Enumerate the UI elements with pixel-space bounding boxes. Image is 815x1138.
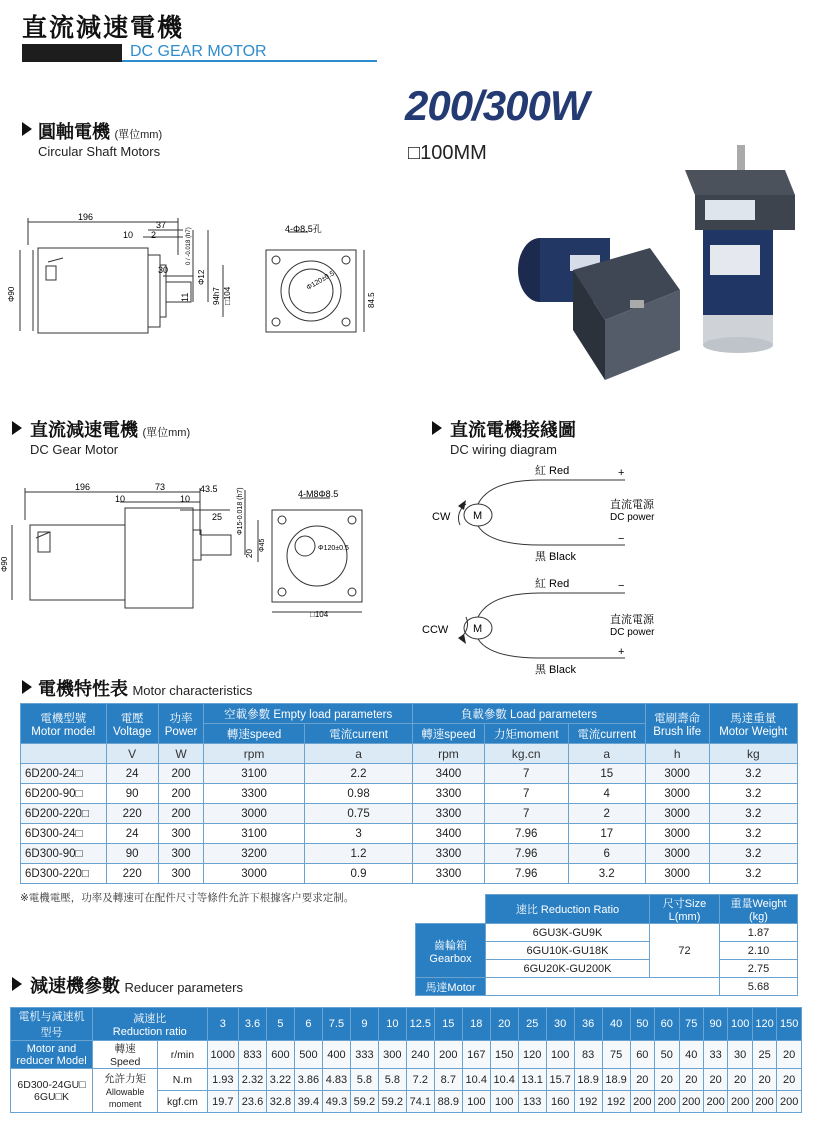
kgf-value: 192 — [574, 1091, 602, 1113]
ratio-value: 90 — [703, 1008, 727, 1041]
red-wire-label: 紅 Red — [535, 465, 570, 477]
dim-25: 25 — [212, 512, 223, 522]
nm-value: 8.7 — [434, 1069, 462, 1091]
ratio-value: 7.5 — [322, 1008, 350, 1041]
col-size: 尺寸Size L(mm) — [650, 895, 720, 924]
table-cell: 7 — [484, 784, 568, 804]
section-unit: (單位mm) — [142, 427, 191, 439]
table-cell: 3200 — [204, 844, 305, 864]
motor-weight: 5.68 — [720, 978, 798, 996]
col-model: 電機型號 Motor model — [21, 704, 107, 744]
table-cell: 3000 — [645, 804, 709, 824]
ratio-value: 30 — [546, 1008, 574, 1041]
kgf-value: 192 — [602, 1091, 630, 1113]
ratio-value: 75 — [679, 1008, 703, 1041]
model-code: 6D300-24GU□ 6GU□K — [11, 1069, 93, 1113]
kgf-value: 200 — [728, 1091, 752, 1113]
dim-2: 2 — [151, 230, 157, 240]
col-empty-load: 空載參數 Empty load parameters — [204, 704, 413, 724]
ratio-value: 20 — [490, 1008, 518, 1041]
nm-value: 3.22 — [267, 1069, 295, 1091]
dim-73: 73 — [155, 482, 166, 492]
nm-value: 7.2 — [406, 1069, 434, 1091]
kgf-value: 59.2 — [378, 1091, 406, 1113]
ratio-value: 10 — [378, 1008, 406, 1041]
section-title: 圓軸電機 — [38, 122, 110, 143]
kgf-value: 200 — [630, 1091, 654, 1113]
ratio-value: 5 — [267, 1008, 295, 1041]
table-cell: 3100 — [204, 824, 305, 844]
nm-value: 1.93 — [207, 1069, 238, 1091]
kgf-value: 200 — [655, 1091, 679, 1113]
kgf-value: 88.9 — [434, 1091, 462, 1113]
dc-source-en: DC power — [610, 512, 655, 523]
speed-value: 833 — [239, 1041, 267, 1069]
speed-value: 333 — [350, 1041, 378, 1069]
terminal-plus: + — [618, 467, 625, 479]
table-cell: 200 — [158, 804, 203, 824]
dim-30: 30 — [158, 265, 169, 275]
dim-196: 196 — [75, 482, 91, 492]
table-cell: 3.2 — [709, 804, 797, 824]
dim-10: 10 — [123, 230, 134, 240]
col-weight: 重量Weight (kg) — [720, 895, 798, 924]
table-cell: 6D300-90□ — [21, 844, 107, 864]
kgf-value: 160 — [546, 1091, 574, 1113]
product-photo — [505, 140, 805, 380]
ccw-label: CCW — [422, 624, 449, 636]
section-subtitle: Motor characteristics — [132, 683, 253, 698]
section-arrow-icon — [12, 421, 22, 435]
table-cell: 1.2 — [304, 844, 412, 864]
table-cell: 3.2 — [709, 764, 797, 784]
kgf-value: 19.7 — [207, 1091, 238, 1113]
col-power: 功率 Power — [158, 704, 203, 744]
table-cell: 3.2 — [568, 864, 645, 884]
ratio-value: 25 — [518, 1008, 546, 1041]
table-cell: 7.96 — [484, 864, 568, 884]
col-brush-life: 電刷壽命 Brush life — [645, 704, 709, 744]
speed-label: 轉速 Speed — [93, 1041, 158, 1069]
table-cell: 7 — [484, 804, 568, 824]
dim-43: 43.5 — [200, 484, 218, 494]
speed-value: 60 — [630, 1041, 654, 1069]
wiring-diagram — [420, 460, 660, 680]
section-arrow-icon — [432, 421, 442, 435]
dim-holes: 4-Φ8.5孔 — [285, 224, 322, 234]
speed-value: 400 — [322, 1041, 350, 1069]
kgf-value: 32.8 — [267, 1091, 295, 1113]
section-characteristics-heading — [38, 675, 252, 701]
table-row — [21, 864, 798, 884]
nm-value: 10.4 — [490, 1069, 518, 1091]
dim-pcd: Φ120±0.5 — [305, 270, 336, 292]
dim-phi15: Φ15-0.018 (h7) — [237, 487, 244, 535]
nm-value: 20 — [679, 1069, 703, 1091]
speed-value: 1000 — [207, 1041, 238, 1069]
speed-value: 500 — [294, 1041, 322, 1069]
table-cell: 2 — [568, 804, 645, 824]
customization-note: ※電機電壓，功率及轉速可在配件尺寸等條件允許下根據客户要求定制。 — [20, 892, 355, 904]
table-cell: 6D200-24□ — [21, 764, 107, 784]
nm-value: 3.86 — [294, 1069, 322, 1091]
ratio-value: 60 — [655, 1008, 679, 1041]
speed-unit: r/min — [158, 1041, 207, 1069]
dim-10: 10 — [115, 494, 126, 504]
col-weight: 馬達重量 Motor Weight — [709, 704, 797, 744]
speed-value: 240 — [406, 1041, 434, 1069]
speed-value: 75 — [602, 1041, 630, 1069]
nm-value: 20 — [630, 1069, 654, 1091]
table-cell: 3000 — [204, 804, 305, 824]
section-subtitle: DC wiring diagram — [450, 442, 557, 457]
section-circular-heading — [38, 118, 162, 144]
table-cell: 0.9 — [304, 864, 412, 884]
kgf-value: 74.1 — [406, 1091, 434, 1113]
dim-sq104: □104 — [223, 286, 232, 305]
table-cell: 3300 — [413, 864, 485, 884]
ratio-value: 120 — [752, 1008, 776, 1041]
ratio-value: 40 — [602, 1008, 630, 1041]
motor-label: 馬達Motor — [416, 978, 486, 996]
speed-value: 25 — [752, 1041, 776, 1069]
col-moment: 力矩moment — [484, 724, 568, 744]
table-cell: 3000 — [645, 764, 709, 784]
table-cell: 220 — [106, 864, 158, 884]
motor-characteristics-table — [20, 703, 798, 884]
nm-value: 5.8 — [378, 1069, 406, 1091]
table-cell: 3100 — [204, 764, 305, 784]
table-cell: 17 — [568, 824, 645, 844]
black-wire-label: 黑 Black — [535, 664, 576, 676]
power-rating: 200/300W — [405, 82, 589, 129]
ratio-value: 150 — [777, 1008, 802, 1041]
dim-phi90: Φ90 — [0, 556, 9, 572]
table-cell: 3000 — [645, 784, 709, 804]
gearbox-size: 72 — [650, 924, 720, 978]
ratio-value: 100 — [728, 1008, 752, 1041]
section-title: 電機特性表 — [38, 679, 128, 700]
col-ratio: 减速比 Reduction ratio — [93, 1008, 208, 1041]
dim-94h7: 94h7 — [212, 287, 221, 305]
nm-value: 10.4 — [462, 1069, 490, 1091]
kgf-value: 100 — [490, 1091, 518, 1113]
dim-sq104: □104 — [310, 610, 329, 619]
table-cell: 7 — [484, 764, 568, 784]
gear-motor-photo — [518, 238, 680, 380]
table-cell: 24 — [106, 764, 158, 784]
table-cell: 7.96 — [484, 844, 568, 864]
terminal-minus: − — [618, 580, 625, 592]
table-cell: 300 — [158, 864, 203, 884]
section-gear-heading — [30, 416, 190, 442]
nm-value: 18.9 — [602, 1069, 630, 1091]
table-cell: 3000 — [204, 864, 305, 884]
section-title: 直流減速電機 — [30, 420, 138, 441]
section-unit: (單位mm) — [114, 129, 163, 141]
model-en: Motor and reducer Model — [11, 1041, 93, 1069]
table-row — [21, 784, 798, 804]
section-subtitle: Reducer parameters — [124, 980, 243, 995]
speed-value: 83 — [574, 1041, 602, 1069]
ratio-value: 9 — [350, 1008, 378, 1041]
ratio-value: 50 — [630, 1008, 654, 1041]
table-cell: 3.2 — [709, 864, 797, 884]
gearbox-label: 齒輪箱 Gearbox — [416, 924, 486, 978]
ratio-value: 3.6 — [239, 1008, 267, 1041]
table-cell: 2.2 — [304, 764, 412, 784]
speed-value: 120 — [518, 1041, 546, 1069]
col-load: 負載參數 Load parameters — [413, 704, 646, 724]
speed-value: 40 — [679, 1041, 703, 1069]
col-speed: 轉速speed — [204, 724, 305, 744]
speed-value: 30 — [728, 1041, 752, 1069]
ratio-value: 36 — [574, 1008, 602, 1041]
nm-value: 20 — [777, 1069, 802, 1091]
table-cell: 6D200-220□ — [21, 804, 107, 824]
table-cell: 6D200-90□ — [21, 784, 107, 804]
reducer-parameters-table — [10, 1007, 802, 1113]
col-current: 電流current — [304, 724, 412, 744]
speed-value: 200 — [434, 1041, 462, 1069]
motor-symbol: M — [473, 623, 483, 635]
kgf-value: 200 — [752, 1091, 776, 1113]
col-model: 電机与减速机 型号 — [11, 1008, 93, 1041]
nm-unit: N.m — [158, 1069, 207, 1091]
nm-value: 15.7 — [546, 1069, 574, 1091]
frame-size: □100MM — [408, 142, 487, 164]
speed-value: 100 — [546, 1041, 574, 1069]
ratio-value: 15 — [434, 1008, 462, 1041]
dim-phi12: Φ12 — [197, 269, 206, 285]
table-cell: 3.2 — [709, 824, 797, 844]
speed-value: 300 — [378, 1041, 406, 1069]
col-current: 電流current — [568, 724, 645, 744]
table-row — [21, 804, 798, 824]
dc-source-cn: 直流電源 — [610, 614, 654, 626]
table-cell: 6D300-220□ — [21, 864, 107, 884]
table-cell: 24 — [106, 824, 158, 844]
kgf-value: 49.3 — [322, 1091, 350, 1113]
kgf-unit: kgf.cm — [158, 1091, 207, 1113]
table-cell: 3300 — [204, 784, 305, 804]
table-cell: 200 — [158, 764, 203, 784]
dim-196: 196 — [78, 212, 94, 222]
dim-37: 37 — [156, 220, 167, 230]
nm-value: 13.1 — [518, 1069, 546, 1091]
kgf-value: 100 — [462, 1091, 490, 1113]
table-cell: 4 — [568, 784, 645, 804]
cw-label: CW — [432, 511, 451, 523]
table-cell: 0.98 — [304, 784, 412, 804]
ratio-value: 12.5 — [406, 1008, 434, 1041]
kgf-value: 133 — [518, 1091, 546, 1113]
units-row: V W rpm a rpm kg.cn a h kg — [21, 744, 798, 764]
dc-source-en: DC power — [610, 627, 655, 638]
col-voltage: 電壓 Voltage — [106, 704, 158, 744]
section-arrow-icon — [12, 977, 22, 991]
page-subtitle: DC GEAR MOTOR — [130, 43, 267, 60]
table-cell: 15 — [568, 764, 645, 784]
table-row — [21, 844, 798, 864]
section-subtitle: Circular Shaft Motors — [38, 144, 161, 159]
table-cell: 3300 — [413, 844, 485, 864]
dim-tolerance: 0 / -0.018 (h7) — [186, 227, 192, 265]
table-cell: 6D300-24□ — [21, 824, 107, 844]
section-subtitle: DC Gear Motor — [30, 442, 119, 457]
table-cell: 90 — [106, 844, 158, 864]
col-speed: 轉速speed — [413, 724, 485, 744]
table-cell: 3300 — [413, 804, 485, 824]
kgf-value: 200 — [679, 1091, 703, 1113]
section-arrow-icon — [22, 122, 32, 136]
table-row — [21, 764, 798, 784]
section-arrow-icon — [22, 680, 32, 694]
nm-value: 18.9 — [574, 1069, 602, 1091]
dim-phi45: Φ45 — [259, 538, 266, 552]
gear-motor-drawing — [0, 480, 390, 630]
moment-label: 允許力矩 Allowable moment — [93, 1069, 158, 1113]
nm-value: 4.83 — [322, 1069, 350, 1091]
table-cell: 3400 — [413, 824, 485, 844]
table-cell: 3300 — [413, 784, 485, 804]
table-cell: 3 — [304, 824, 412, 844]
dim-phi90: Φ90 — [7, 286, 16, 302]
table-cell: 300 — [158, 844, 203, 864]
section-reducer-heading — [30, 972, 243, 998]
table-cell: 3400 — [413, 764, 485, 784]
kgf-value: 200 — [777, 1091, 802, 1113]
table-cell: 3000 — [645, 864, 709, 884]
nm-value: 2.32 — [239, 1069, 267, 1091]
speed-value: 33 — [703, 1041, 727, 1069]
nm-value: 20 — [752, 1069, 776, 1091]
terminal-minus: − — [618, 533, 625, 545]
speed-value: 600 — [267, 1041, 295, 1069]
kgf-value: 23.6 — [239, 1091, 267, 1113]
section-title: 直流電機接綫圖 — [450, 420, 576, 441]
kgf-value: 39.4 — [294, 1091, 322, 1113]
nm-value: 5.8 — [350, 1069, 378, 1091]
speed-value: 150 — [490, 1041, 518, 1069]
red-wire-label: 紅 Red — [535, 578, 570, 590]
table-cell: 220 — [106, 804, 158, 824]
dim-holes: 4-M8Φ8.5 — [298, 489, 339, 499]
table-row — [21, 824, 798, 844]
table-cell: 200 — [158, 784, 203, 804]
table-cell: 90 — [106, 784, 158, 804]
dim-20: 20 — [245, 549, 254, 558]
ratio-value: 3 — [207, 1008, 238, 1041]
title-bar-accent — [22, 44, 122, 62]
ratio-value: 18 — [462, 1008, 490, 1041]
table-cell: 3000 — [645, 824, 709, 844]
motor-symbol: M — [473, 510, 483, 522]
nm-value: 20 — [655, 1069, 679, 1091]
speed-value: 20 — [777, 1041, 802, 1069]
table-cell: 7.96 — [484, 824, 568, 844]
dim-10: 10 — [180, 494, 191, 504]
col-ratio: 速比 Reduction Ratio — [486, 895, 650, 924]
table-cell: 0.75 — [304, 804, 412, 824]
kgf-value: 200 — [703, 1091, 727, 1113]
table-cell: 3000 — [645, 844, 709, 864]
dim-11: 11 — [180, 292, 190, 302]
black-wire-label: 黑 Black — [535, 551, 576, 563]
circular-shaft-drawing — [8, 210, 388, 340]
table-cell: 3.2 — [709, 784, 797, 804]
nm-value: 20 — [703, 1069, 727, 1091]
kgf-value: 59.2 — [350, 1091, 378, 1113]
reduction-weight-table: 速比 Reduction Ratio 尺寸Size L(mm) 重量Weight (kg) 齒輪箱 Gearbox 6GU3K-GU9K 72 1.87 6GU10K-GU18K 2.10 6GU20K-GU200K 2.75 馬達Motor 5.68 — [415, 894, 798, 996]
table-cell: 3.2 — [709, 844, 797, 864]
ratio-value: 6 — [294, 1008, 322, 1041]
nm-value: 20 — [728, 1069, 752, 1091]
page-title: 直流減速電機 — [22, 13, 185, 42]
table-cell: 300 — [158, 824, 203, 844]
section-title: 減速機參數 — [30, 976, 120, 997]
dc-source-cn: 直流電源 — [610, 499, 654, 511]
dim-pcd: Φ120±0.5 — [318, 545, 349, 552]
table-cell: 6 — [568, 844, 645, 864]
dim-84: 84.5 — [367, 292, 376, 308]
speed-value: 167 — [462, 1041, 490, 1069]
round-motor-photo — [685, 145, 795, 353]
terminal-plus: + — [618, 646, 625, 658]
speed-value: 50 — [655, 1041, 679, 1069]
